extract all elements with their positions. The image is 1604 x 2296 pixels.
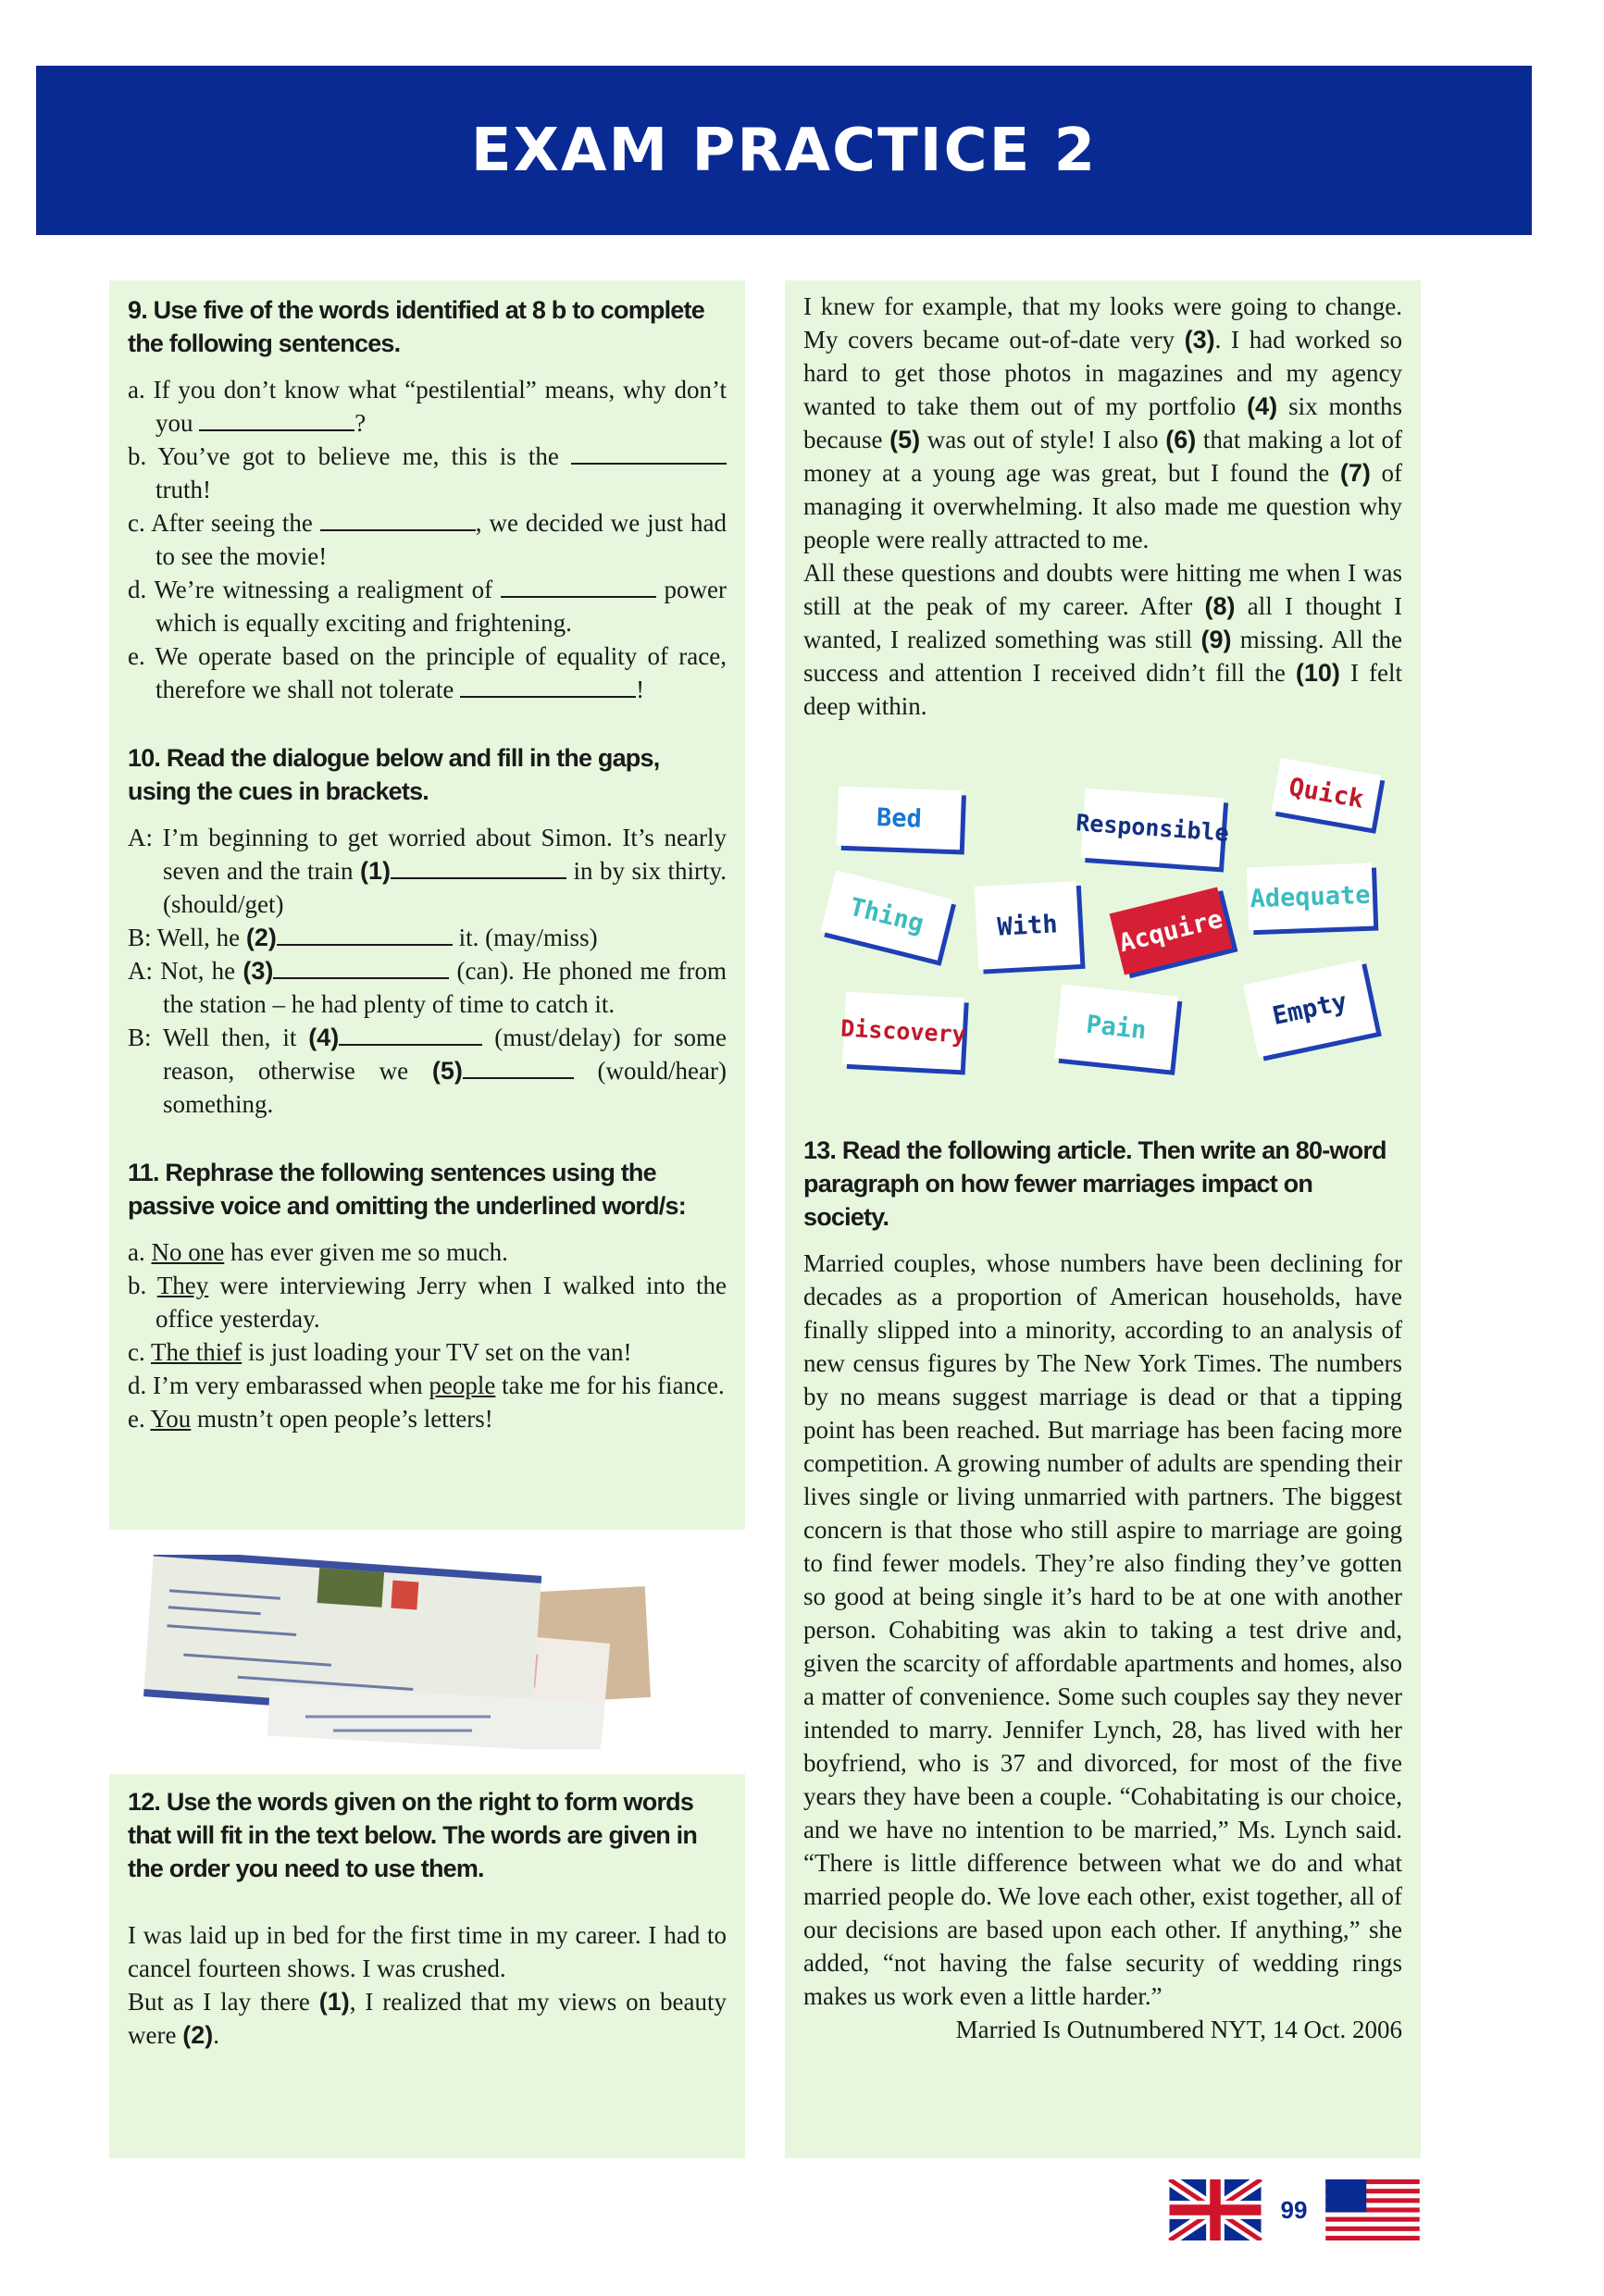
dlg-text: B: Well, he (128, 924, 246, 951)
dialogue-line-1 (128, 821, 727, 921)
item-letter: b. (128, 1272, 157, 1299)
ex12-text: All these questions and doubts were hitting me when I was still at the peak of my career. After (803, 559, 1402, 620)
exercise-12-heading: 12. Use the words given on the right to form words that will fit in the text below. The words are given in the order you need to use them. (128, 1788, 698, 1882)
word-card-empty: Empty (1243, 960, 1376, 1057)
word-card-bed: Bed (837, 787, 962, 850)
ex11-item-c (128, 1335, 727, 1369)
ex12-text: I felt deep within. (803, 659, 1402, 720)
ex9-d-end: power which is equally exciting and frightening. (155, 576, 727, 637)
dlg-text: in by six thirty. (should/get) (163, 857, 727, 918)
item-letter: a. (128, 1238, 152, 1266)
word-card-with: With (975, 881, 1081, 970)
dialogue-line-4 (128, 1021, 727, 1121)
ex9-c-text: c. After seeing the (128, 509, 320, 537)
answer-gap (463, 1057, 574, 1079)
word-card-thing: Thing (821, 870, 953, 960)
exercise-12-panel (109, 1774, 745, 2158)
gap-number: (1) (318, 1988, 350, 2016)
gap-number: (2) (182, 2021, 214, 2049)
ex9-e-text: e. We operate based on the principle of equality of race, therefore we shall not tolerate (128, 642, 727, 703)
word-card-responsible: Responsible (1081, 788, 1225, 867)
gap-number: (4) (308, 1024, 340, 1051)
underlined-word: They (156, 1272, 209, 1299)
item-text: take me for his fiance. (495, 1371, 725, 1399)
underlined-word: You (150, 1405, 192, 1433)
underlined-word: No one (151, 1238, 225, 1266)
word-card-discovery: Discovery (842, 992, 964, 1071)
answer-gap (460, 676, 636, 698)
exercise-13-heading: 13. Read the following article. Then write an 80-word paragraph on how fewer marriages impact on society. (803, 1136, 1386, 1231)
ex12-text: all I thought I wanted, I realized something was still (803, 592, 1402, 653)
exercise-panel-right (785, 280, 1421, 2158)
dialogue-line-3 (128, 954, 727, 1021)
uk-flag-icon (1168, 2179, 1262, 2240)
article-body: Married couples, whose numbers have been declining for decades as a proportion of American households, have finally slipped into a minority, according to an analysis of new census figures by The New York Times. The numbers by no means suggest marriage is dead or that a tipping point has been reached. But marriage has been facing more competition. A growing number of adults are spending their lives single or living unmarried with partners. The biggest concern is that those who still aspire to marriage are going to find fewer models. They’re also finding they’ve gotten so good at being single it’s hard to be at one with another person. Cohabiting was akin to taking a test drive and, given the scarcity of affordable apartments and homes, also a matter of convenience. Some such couples say they never intended to marry. Jennifer Lynch, 28, has lived with her boyfriend, who is 37 and divorced, for most of the five years they have been a couple. “Cohabitating is our choice, and we have no intention to be married,” Ms. Lynch said. “There is little difference between what we do and what married people do. We love each other, exist together, all of our decisions are based upon each other. If anything,” she added, “not having the false security of wedding rings makes us work even a little harder.” (803, 1249, 1402, 2010)
gap-number: (3) (242, 957, 274, 985)
page-footer (1168, 2179, 1420, 2240)
item-text: has ever given me so much. (224, 1238, 508, 1266)
envelopes-photo (130, 1555, 722, 1749)
item-text: mustn’t open people’s letters! (191, 1405, 493, 1433)
gap-number: (5) (889, 426, 921, 453)
ex12-text: missing. All the success and attention I received didn’t fill the (803, 626, 1402, 687)
ex12-paragraph-4 (803, 556, 1402, 723)
word-card-acquire: Acquire (1110, 887, 1233, 974)
ex12-text: . (213, 2021, 219, 2049)
answer-gap (339, 1024, 482, 1046)
ex9-item-d (128, 573, 727, 639)
answer-gap (277, 924, 453, 946)
ex9-b-end: truth! (155, 476, 211, 503)
ex9-item-a (128, 373, 727, 440)
answer-gap (391, 857, 566, 879)
ex12-paragraph-3 (803, 290, 1402, 556)
page-number: 99 (1262, 2179, 1325, 2240)
ex9-a-text: a. If you don’t know what “pestilential” means, why don’t you (128, 376, 727, 437)
item-text: were interviewing Jerry when I walked into the office yesterday. (155, 1272, 727, 1333)
ex11-item-e (128, 1402, 727, 1435)
dlg-text: (can). He phoned me from the station – he had plenty of time to catch it. (163, 957, 727, 1018)
ex12-text: But as I lay there (128, 1988, 319, 2016)
dlg-text: (would/hear) something. (163, 1057, 727, 1118)
gap-number: (3) (1184, 326, 1215, 354)
item-text: d. I’m very embarassed when (128, 1371, 429, 1399)
exercise-9-heading: 9. Use five of the words identified at 8 b to complete the following sentences. (128, 296, 704, 357)
exercise-10-heading: 10. Read the dialogue below and fill in the gaps, using the cues in brackets. (128, 744, 660, 805)
title-banner (36, 66, 1532, 235)
ex9-e-end: ! (636, 676, 645, 703)
item-text: is just loading your TV set on the van! (242, 1338, 632, 1366)
ex12-paragraph-1: I was laid up in bed for the first time in my career. I had to cancel fourteen shows. I was crushed. (128, 1921, 727, 1982)
ex12-paragraph-2 (128, 1985, 727, 2052)
underlined-word: people (429, 1371, 496, 1399)
gap-number: (2) (245, 924, 277, 951)
ex9-b-text: b. You’ve got to believe me, this is the (128, 442, 571, 470)
answer-gap (501, 576, 656, 598)
ex11-item-a (128, 1235, 727, 1269)
article-source: Married Is Outnumbered NYT, 14 Oct. 2006 (955, 2016, 1402, 2043)
gap-number: (6) (1165, 426, 1197, 453)
gap-number: (4) (1247, 392, 1278, 420)
gap-number: (9) (1200, 626, 1232, 653)
page-title: EXAM PRACTICE 2 (470, 116, 1098, 185)
exercise-11-heading: 11. Rephrase the following sentences using the passive voice and omitting the underlined word/s: (128, 1159, 686, 1220)
item-letter: e. (128, 1405, 151, 1433)
word-card-adequate: Adequate (1247, 863, 1374, 931)
ex9-item-b (128, 440, 727, 506)
ex9-item-c (128, 506, 727, 573)
dlg-text: (must/delay) for some reason, otherwise we (163, 1024, 727, 1085)
word-card-pain: Pain (1054, 985, 1178, 1071)
gap-number: (1) (359, 857, 391, 885)
ex9-d-text: d. We’re witnessing a realigment of (128, 576, 501, 603)
ex9-item-e (128, 639, 727, 706)
ex11-item-b (128, 1269, 727, 1335)
dialogue-line-2 (128, 921, 727, 954)
gap-number: (5) (431, 1057, 463, 1085)
answer-gap (571, 442, 727, 465)
item-letter: c. (128, 1338, 151, 1366)
ex12-text: was out of style! I also (920, 426, 1166, 453)
answer-gap (320, 509, 476, 531)
ex9-c-end: , we decided we just had to see the movie! (155, 509, 727, 570)
ex12-text: that making a lot of money at a young age was great, but I found the (803, 426, 1402, 487)
dlg-text: B: Well then, it (128, 1024, 309, 1051)
us-flag-icon (1325, 2179, 1420, 2240)
ex12-text: I knew for example, that my looks were going to change. My covers became out-of-date very (803, 292, 1402, 354)
gap-number: (10) (1295, 659, 1340, 687)
dlg-text: it. (may/miss) (452, 924, 598, 951)
answer-gap (199, 409, 354, 431)
underlined-word: The thief (151, 1338, 242, 1366)
ex11-item-d (128, 1369, 727, 1402)
ex12-text: . I had worked so hard to get those photos in magazines and my agency wanted to take them out of my portfolio (803, 326, 1402, 420)
answer-gap (273, 957, 449, 979)
dlg-text: A: Not, he (128, 957, 243, 985)
gap-number: (8) (1204, 592, 1236, 620)
gap-number: (7) (1339, 459, 1371, 487)
dlg-text: A: I’m beginning to get worried about Simon. It’s nearly seven and the train (128, 824, 727, 885)
ex12-text: , I realized that my views on beauty were (128, 1988, 727, 2049)
ex12-text: of managing it overwhelming. It also made me question why people were really attracted to me. (803, 459, 1402, 553)
exercise-panel-left (109, 280, 745, 1530)
ex9-a-end: ? (354, 409, 367, 437)
word-card-quick: Quick (1272, 758, 1381, 828)
ex12-text: six months because (803, 392, 1402, 453)
